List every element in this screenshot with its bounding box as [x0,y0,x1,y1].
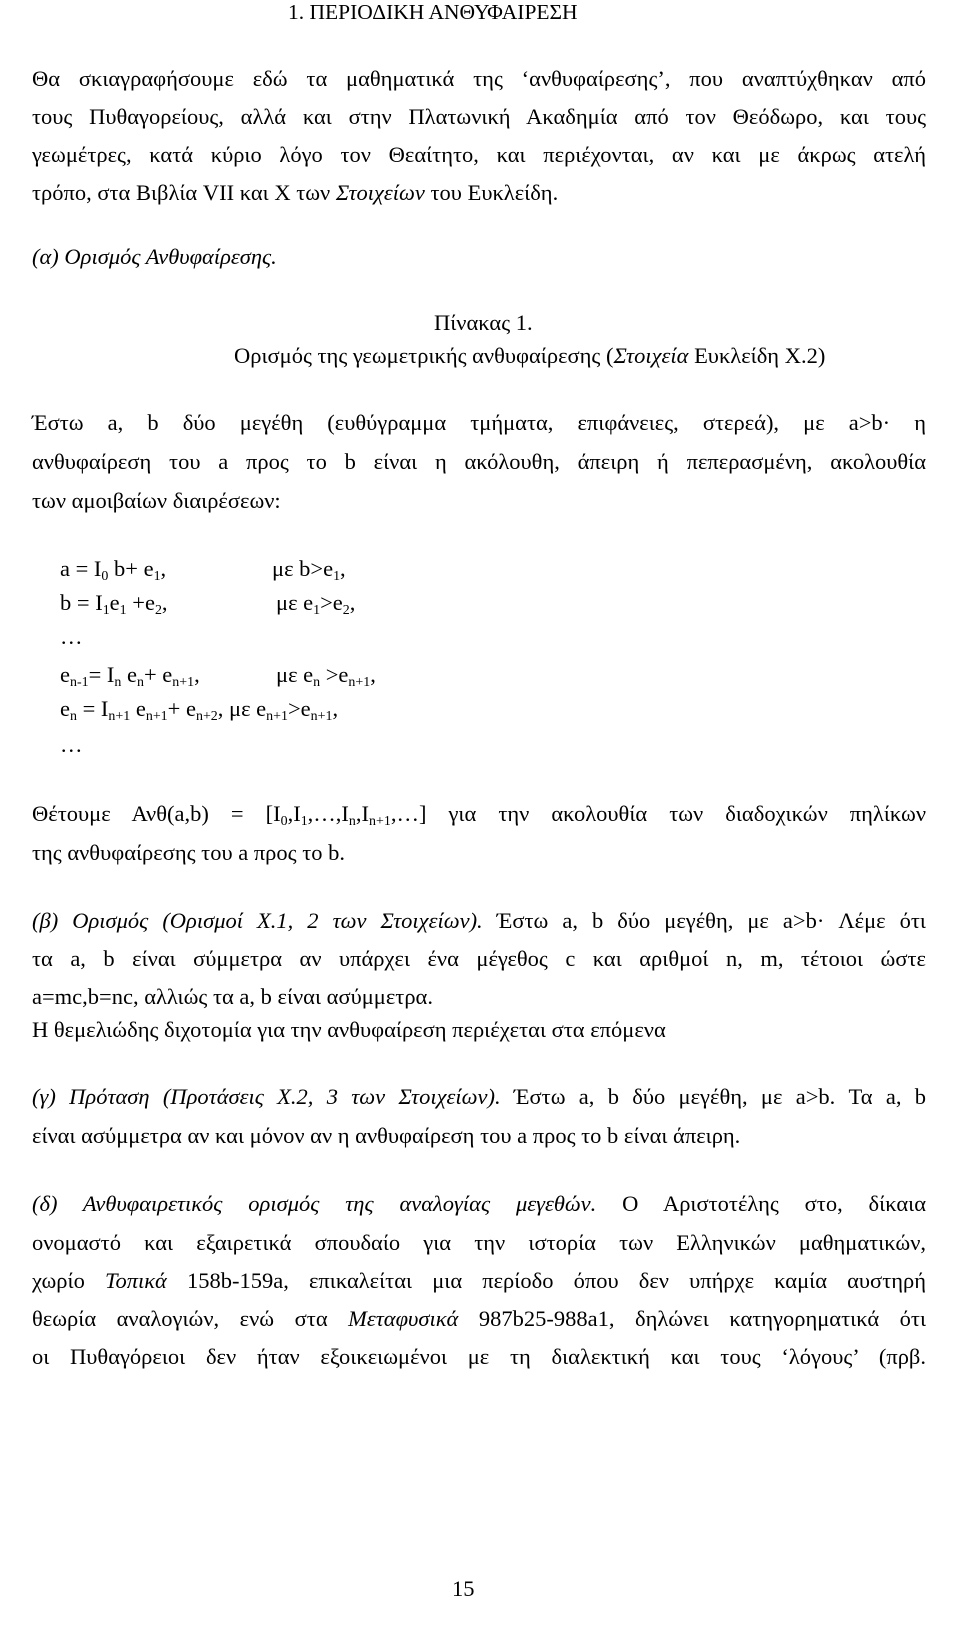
caption-book: Στοιχεία [613,343,689,368]
section-b-line-2: τα a, b είναι σύμμετρα αν υπάρχει ένα μέγεθος c και αριθμοί n, m, τέτοιοι ώστε [32,946,926,971]
equation-2-condition: με $e_1>e_2$, [276,590,356,619]
section-d-line-2: ονομαστό και εξαιρετικά σπουδαίο για την ιστορία των Ελληνικών μαθηματικών, [32,1230,926,1255]
table-caption-title [234,345,825,368]
book-title-stoicheia: Στοιχείων [335,180,425,205]
ellipsis-1: … [60,624,83,649]
caption-text: Ορισμός της γεωμετρικής ανθυφαίρεσης ( [234,343,614,368]
table-caption-number: Πίνακας 1. [434,310,533,335]
intro-line-2: τους Πυθαγορείους, αλλά και στην Πλατωνική Ακαδημία από τον Θεόδωρο, και τους [32,104,926,129]
intro-line-1: Θα σκιαγραφήσουμε εδώ τα μαθηματικά της ‘ανθυφαίρεσης’, που αναπτύχθηκαν από [32,66,926,91]
section-d-line-3: χωρίο Τοπικά 158b-159a, επικαλείται μια περίοδο όπου δεν υπήρχε καμία αυστηρή [32,1268,926,1293]
section-b-line-1: (β) Ορισμός (Ορισμοί X.1, 2 των Στοιχείων). Έστω a, b δύο μεγέθη, με a>b· Λέμε ότι [32,908,926,933]
equation-3-condition: με $e_n >e_{n+1}$, [276,662,376,691]
section-b-title: (β) Ορισμός (Ορισμοί X.1, 2 των Στοιχείων). [32,908,483,933]
section-c-line-2: είναι ασύμμετρα αν και μόνον αν η ανθυφαίρεση του a προς το b είναι άπειρη. [32,1123,741,1148]
section-d-line-1: (δ) Ανθυφαιρετικός ορισμός της αναλογίας μεγεθών. Ο Αριστοτέλης στο, δίκαια [32,1191,926,1216]
section-d-line-4: θεωρία αναλογιών, ενώ στα Μεταφυσικά 987b25-988a1, δηλώνει κατηγορηματικά ότι [32,1306,926,1331]
page-number: 15 [452,1576,475,1601]
definition-line-1: Έστω a, b δύο μεγέθη (ευθύγραμμα τμήματα, επιφάνειες, στερεά), με a>b· η [32,410,926,435]
section-c-title: (γ) Πρόταση (Προτάσεις X.2, 3 των Στοιχείων). [32,1084,501,1109]
intro-text: τρόπο, στα Βιβλία VII και X των [32,180,336,205]
section-c-line-1: (γ) Πρόταση (Προτάσεις X.2, 3 των Στοιχείων). Έστω a, b δύο μεγέθη, με a>b. Τα a, b [32,1084,926,1109]
anth-definition-line-2: της ανθυφαίρεσης του a προς το b. [32,840,345,865]
definition-line-2: ανθυφαίρεση του a προς το b είναι η ακόλουθη, άπειρη ή πεπερασμένη, ακολουθία [32,449,926,474]
anth-definition-line-1: Θέτουμε $A\nu\theta(a,b) = [I_0,I_1,\dots,I_n,I_{n+1},\dots]$ για την ακολουθία των διαδοχικών πηλίκων [32,801,926,830]
equation-4: $e_n = I_{n+1}$ $e_{n+1}+ e_{n+2}$, με $e_{n+1}>e_{n+1}$, [60,696,339,725]
intro-line-4 [32,182,558,205]
ellipsis-2: … [60,732,83,757]
section-d-title: (δ) Ανθυφαιρετικός ορισμός της αναλογίας μεγεθών. [32,1191,597,1216]
equation-1-condition: με $b>e_1$, [272,556,346,585]
section-a-title: (α) Ορισμός Ανθυφαίρεσης. [32,244,277,269]
section-d-line-5: οι Πυθαγόρειοι δεν ήταν εξοικειωμένοι με τη διαλεκτική και τους ‘λόγους’ (πρβ. [32,1344,926,1369]
intro-text-end: του Ευκλείδη. [424,180,559,205]
equation-2: $b = I_1e_1 +e_2$, [60,590,168,619]
section-b-line-4: Η θεμελιώδης διχοτομία για την ανθυφαίρεση περιέχεται στα επόμενα [32,1017,666,1042]
section-b-line-3: a=mc,b=nc, αλλιώς τα a, b είναι ασύμμετρα. [32,984,433,1009]
caption-end: Ευκλείδη X.2) [688,343,826,368]
work-topika: Τοπικά [104,1268,167,1293]
intro-line-3: γεωμέτρες, κατά κύριο λόγο τον Θεαίτητο, και περιέχονται, αν και με άκρως ατελή [32,142,926,167]
work-metafysika: Μεταφυσικά [348,1306,459,1331]
equation-3: $e_{n-1}= I_n$ $e_n+ e_{n+1}$, [60,662,200,691]
equation-1: $a = I_0$ $b+ e_1$, [60,556,167,585]
page-heading: 1. ΠΕΡΙΟΔΙΚΗ ΑΝΘΥΦΑΙΡΕΣΗ [288,0,578,24]
definition-line-3: των αμοιβαίων διαιρέσεων: [32,488,281,513]
